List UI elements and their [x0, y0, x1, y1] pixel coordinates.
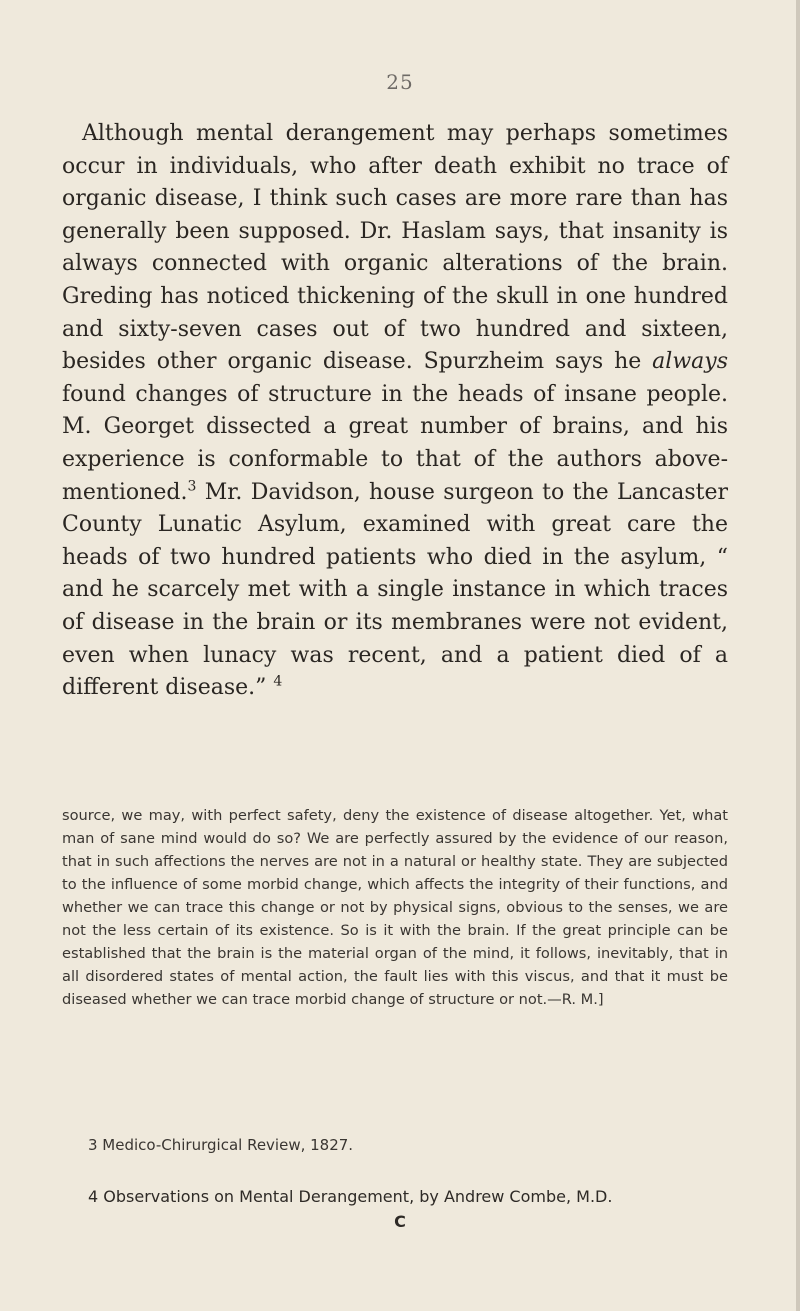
footnote-continued: [62, 804, 728, 1011]
paragraph-text: [62, 118, 728, 705]
footnote-ref-3: 3: [187, 478, 197, 495]
footnote-3: 3 Medico-Chirurgical Review, 1827.: [88, 1136, 354, 1154]
footnote-4: 4 Observations on Mental Derangement, by Andrew Combe, M.D.: [88, 1187, 613, 1206]
page-number: 25: [386, 70, 414, 94]
paragraph-text-middle: found changes of structure in the heads of insane people. M. Georget dissected a great number of brains, and his experience is conformable to that of the authors above-mentioned.: [62, 381, 728, 505]
paragraph-text-end: Mr. Davidson, house surgeon to the Lancaster County Lunatic Asylum, examined with great care the heads of two hundred patients who died in the asylum, “ and he scarcely met with a single instance in which traces of disease in the brain or its membranes were not evident, even when lunacy was recent, and a patient died of a different disease.”: [62, 479, 728, 701]
main-paragraph: [62, 118, 728, 705]
footnote-continued-text: source, we may, with perfect safety, deny the existence of disease altogether. Yet, what man of sane mind would do so? We are perfectly assured by the evidence of our reason, that in such affections the nerves are not in a natural or healthy state. They are subjected to the influence of some morbid change, which affects the integrity of their functions, and whether we can trace this change or not by physical signs, obvious to the senses, we are not the less certain of its existence. So is it with the brain. If the great principle can be established that the brain is the material organ of the mind, it follows, inevitably, that in all disordered states of mental action, the fault lies with this viscus, and that it must be diseased whether we can trace morbid change of structure or not.—R. M.]: [62, 807, 728, 1008]
footnote-ref-4: 4: [273, 673, 283, 690]
page-right-edge: [796, 0, 800, 1311]
emphasis-always: always: [652, 349, 728, 375]
paragraph-text-start: Although mental derangement may perhaps sometimes occur in individuals, who after death exhibit no trace of organic disease, I think such cases are more rare than has generally been supposed. Dr. Haslam says, that insanity is always connected with organic alterations of the brain. Greding has noticed thickening of the skull in one hundred and sixty-seven cases out of two hundred and sixteen, besides other organic disease. Spurzheim says he: [62, 121, 728, 375]
signature-mark: C: [394, 1212, 406, 1231]
